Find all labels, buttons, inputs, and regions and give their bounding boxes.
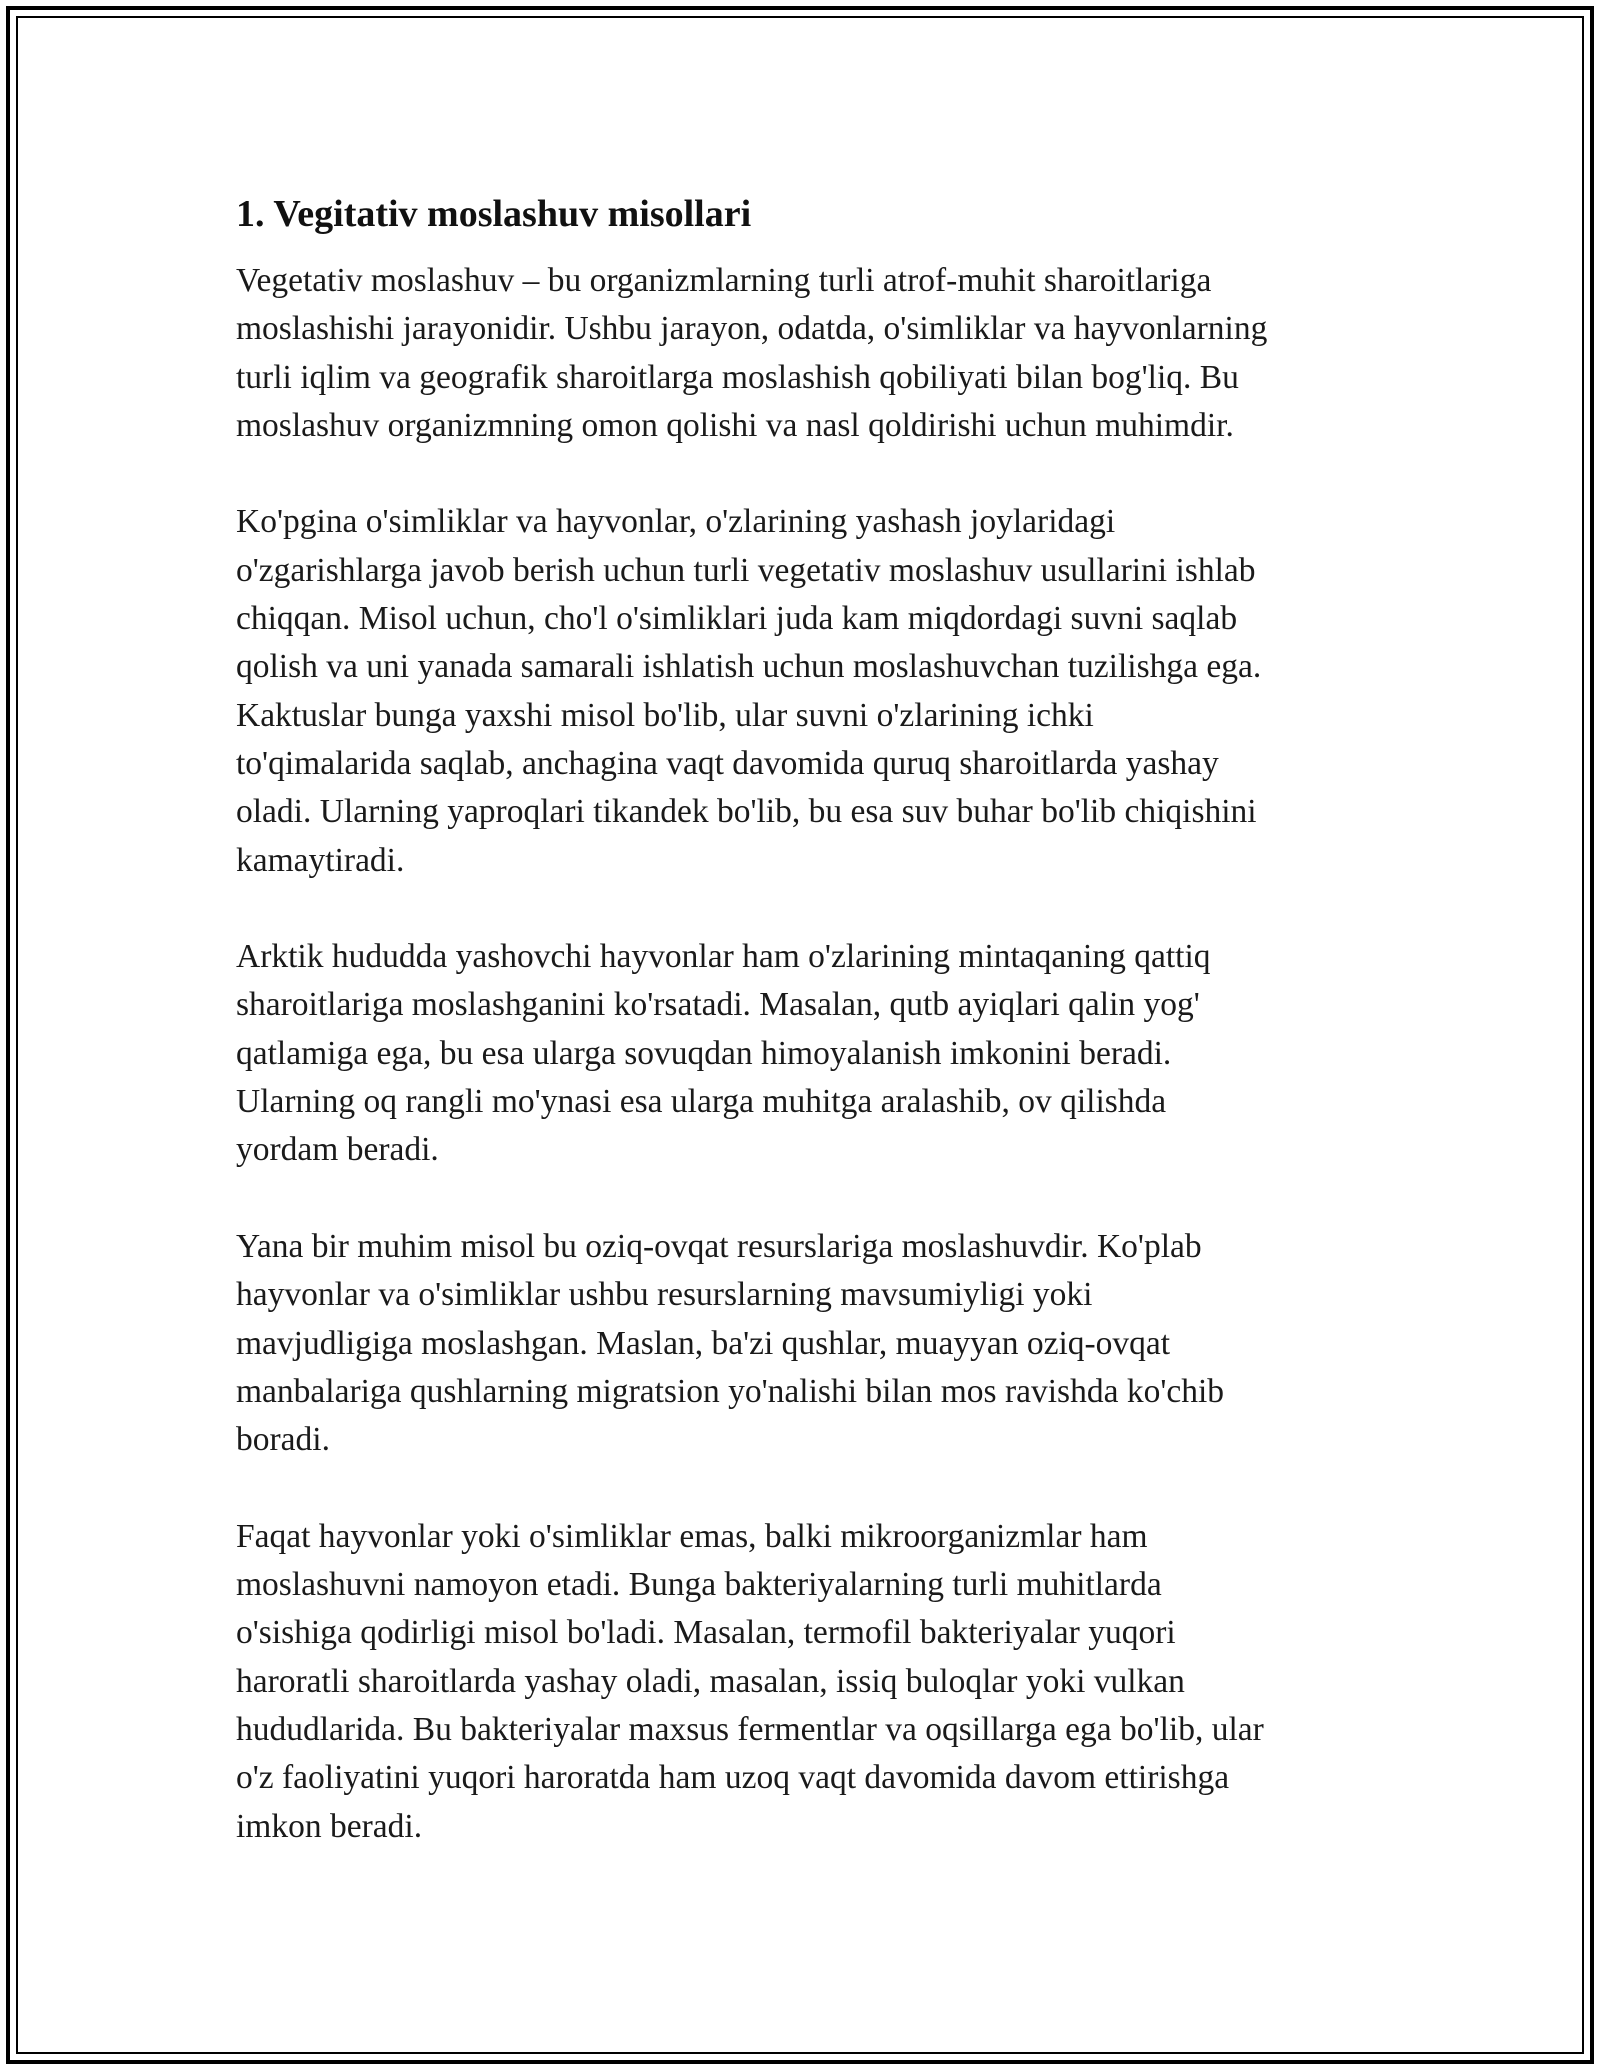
paragraph-line: Vegetativ moslashuv – bu organizmlarning turli atrof-muhit sharoitlariga bbox=[236, 262, 1212, 299]
paragraph-line: chiqqan. Misol uchun, cho'l o'simliklari juda kam miqdordagi suvni saqlab bbox=[236, 600, 1238, 638]
section-heading: 1. Vegitativ moslashuv misollari bbox=[236, 193, 752, 235]
paragraph-line: qatlamiga ega, bu esa ularga sovuqdan himoyalanish imkonini beradi. bbox=[236, 1034, 1172, 1072]
paragraph bbox=[236, 933, 1376, 1174]
paragraph bbox=[236, 257, 1376, 450]
document-body bbox=[236, 185, 1376, 1899]
paragraph-line: sharoitlariga moslashganini ko'rsatadi. Masalan, qutb ayiqlari qalin yog' bbox=[236, 986, 1200, 1024]
paragraph-line: Ko'pgina o'simliklar va hayvonlar, o'zlarining yashash joylaridagi bbox=[236, 503, 1116, 541]
paragraph bbox=[236, 1513, 1376, 1851]
paragraph-line: moslashishi jarayonidir. Ushbu jarayon, odatda, o'simliklar va hayvonlarning bbox=[236, 310, 1268, 348]
paragraph-line: hayvonlar va o'simliklar ushbu resurslarning mavsumiyligi yoki bbox=[236, 1276, 1093, 1314]
paragraph-list bbox=[236, 257, 1376, 1851]
paragraph-line: moslashuvni namoyon etadi. Bunga bakteriyalarning turli muhitlarda bbox=[236, 1566, 1162, 1604]
paragraph-line: turli iqlim va geografik sharoitlarga moslashish qobiliyati bilan bog'liq. Bu bbox=[236, 358, 1239, 396]
paragraph-line: manbalariga qushlarning migratsion yo'nalishi bilan mos ravishda ko'chib bbox=[236, 1372, 1225, 1410]
paragraph-line: Arktik hududda yashovchi hayvonlar ham o'zlarining mintaqaning qattiq bbox=[236, 938, 1211, 976]
paragraph bbox=[236, 498, 1376, 884]
paragraph-line: kamaytiradi. bbox=[236, 841, 405, 879]
paragraph-line: Ularning oq rangli mo'ynasi esa ularga muhitga aralashib, ov qilishda bbox=[236, 1083, 1167, 1121]
paragraph-line: qolish va uni yanada samarali ishlatish uchun moslashuvchan tuzilishga ega. bbox=[236, 648, 1262, 686]
paragraph-line: boradi. bbox=[236, 1421, 330, 1459]
paragraph-line: oladi. Ularning yaproqlari tikandek bo'lib, bu esa suv buhar bo'lib chiqishini bbox=[236, 793, 1257, 831]
paragraph bbox=[236, 1223, 1376, 1464]
paragraph-line: moslashuv organizmning omon qolishi va nasl qoldirishi uchun muhimdir. bbox=[236, 406, 1234, 444]
paragraph-line: to'qimalarida saqlab, anchagina vaqt davomida quruq sharoitlarda yashay bbox=[236, 744, 1219, 782]
paragraph-line: Yana bir muhim misol bu oziq-ovqat resurslariga moslashuvdir. Ko'plab bbox=[236, 1227, 1202, 1265]
paragraph-line: o'sishiga qodirligi misol bo'ladi. Masalan, termofil bakteriyalar yuqori bbox=[236, 1614, 1176, 1652]
paragraph-line: o'zgarishlarga javob berish uchun turli vegetativ moslashuv usullarini ishlab bbox=[236, 551, 1256, 589]
paragraph-line: imkon beradi. bbox=[236, 1807, 423, 1845]
paragraph-line: hududlarida. Bu bakteriyalar maxsus fermentlar va oqsillarga ega bo'lib, ular bbox=[236, 1710, 1264, 1748]
paragraph-line: o'z faoliyatini yuqori haroratda ham uzoq vaqt davomida davom ettirishga bbox=[236, 1759, 1230, 1797]
paragraph-line: mavjudligiga moslashgan. Maslan, ba'zi qushlar, muayyan oziq-ovqat bbox=[236, 1324, 1171, 1362]
paragraph-line: haroratli sharoitlarda yashay oladi, masalan, issiq buloqlar yoki vulkan bbox=[236, 1662, 1185, 1700]
paragraph-line: yordam beradi. bbox=[236, 1131, 439, 1169]
paragraph-line: Faqat hayvonlar yoki o'simliklar emas, balki mikroorganizmlar ham bbox=[236, 1517, 1148, 1555]
paragraph-line: Kaktuslar bunga yaxshi misol bo'lib, ular suvni o'zlarining ichki bbox=[236, 696, 1094, 734]
